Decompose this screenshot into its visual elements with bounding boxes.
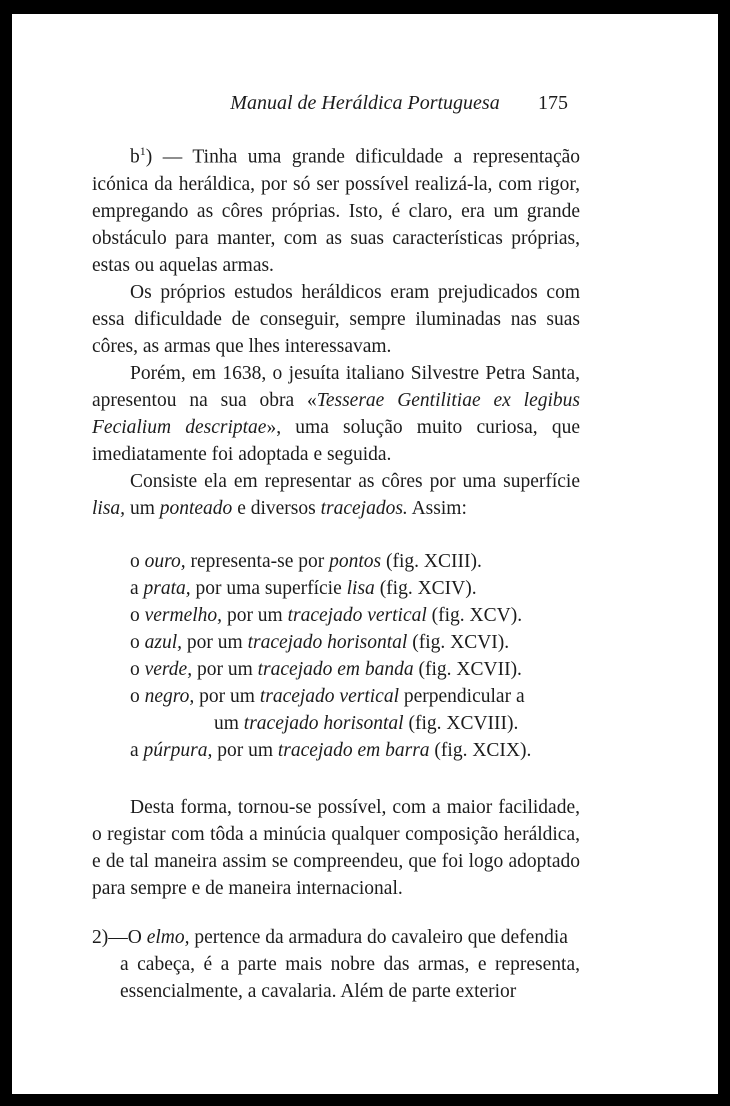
list-item: a prata, por uma superfície lisa (fig. XCIV). bbox=[130, 577, 477, 599]
list-item: a púrpura, por um tracejado em barra (fig. XCIX). bbox=[130, 739, 532, 761]
work-title: Tesserae Gentilitiae ex legibus Fecialium descriptae bbox=[92, 389, 580, 438]
list-item: o azul, por um tracejado horisontal (fig. XCVI). bbox=[130, 631, 510, 653]
list-item: o ouro, representa-se por pontos (fig. XCIII). bbox=[130, 550, 482, 572]
book-page bbox=[12, 14, 718, 1094]
running-title: Manual de Heráldica Portuguesa bbox=[230, 92, 500, 114]
list-item-continuation: um tracejado horisontal (fig. XCVIII). bbox=[214, 712, 519, 734]
paragraph-elmo: 2)—O elmo, pertence da armadura do cavaleiro que defendia a cabeça, é a parte mais nobre das armas, e representa, essencialmente, a cavalaria. Além de parte exterior bbox=[92, 926, 580, 1002]
body-text bbox=[92, 138, 580, 1005]
paragraph-estudos: Os próprios estudos heráldicos eram prejudicados com essa dificuldade de conseguir, sempre iluminadas nas suas côres, as armas que lhes interessavam. bbox=[92, 281, 580, 357]
paragraph-petra-santa: Porém, em 1638, o jesuíta italiano Silvestre Petra Santa, apresentou na sua obra «Tesserae Gentilitiae ex legibus Fecialium descriptae», uma solução muito curiosa, que imediatamente foi adoptada e seguida. bbox=[92, 362, 580, 465]
tincture-list bbox=[130, 548, 580, 764]
paragraph-consiste: Consiste ela em representar as côres por uma superfície lisa, um ponteado e diversos tracejados. Assim: bbox=[92, 470, 580, 519]
list-item: o verde, por um tracejado em banda (fig. XCVII). bbox=[130, 658, 522, 680]
list-item: o vermelho, por um tracejado vertical (fig. XCV). bbox=[130, 604, 523, 626]
list-item: o negro, por um tracejado vertical perpendicular a bbox=[130, 685, 525, 707]
paragraph-desta-forma: Desta forma, tornou-se possível, com a maior facilidade, o registar com tôda a minúcia qualquer composição heráldica, e de tal maneira assim se compreendeu, que foi logo adoptado para sempre e de maneira internacional. bbox=[92, 796, 580, 899]
page-number: 175 bbox=[538, 92, 568, 114]
paragraph-b1: $b^1$) — Tinha uma grande dificuldade a representação icónica da heráldica, por só ser possível realizá-la, com rigor, empregando as côres próprias. Isto, é claro, era um grande obstáculo para manter, com as suas características próprias, estas ou aquelas armas. bbox=[92, 144, 580, 276]
page-header bbox=[12, 92, 718, 122]
